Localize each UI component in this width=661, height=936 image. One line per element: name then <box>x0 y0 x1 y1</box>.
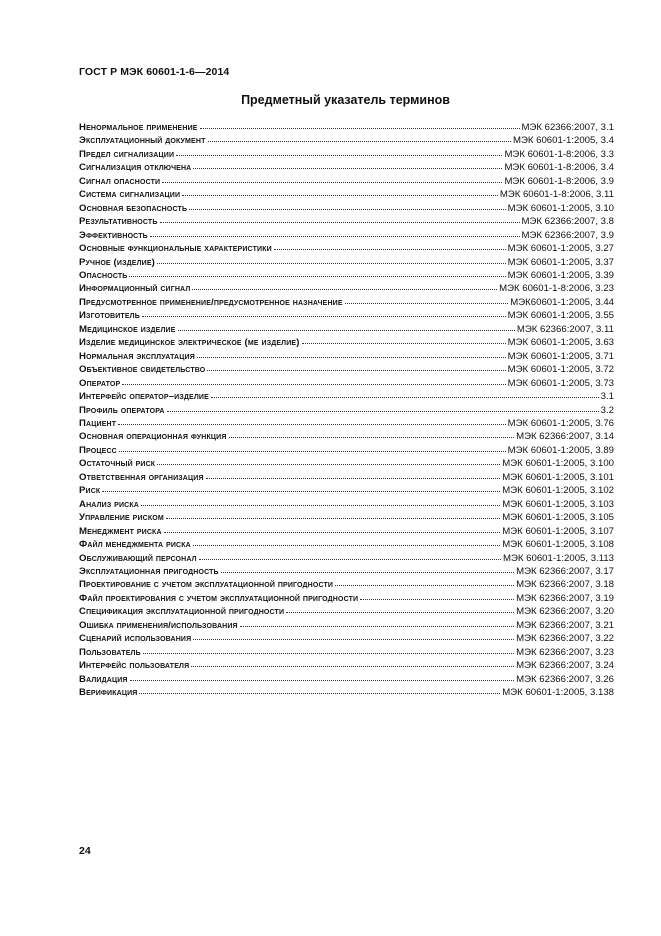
dot-leader <box>122 376 505 385</box>
index-entry <box>79 256 614 269</box>
dot-leader <box>178 322 515 331</box>
dot-leader <box>208 133 511 142</box>
dot-leader <box>193 631 514 640</box>
dot-leader <box>157 255 506 264</box>
term-index-list <box>79 121 614 699</box>
dot-leader <box>129 268 505 277</box>
index-reference: МЭК 60601-1:2005, 3.27 <box>507 243 614 255</box>
index-entry <box>79 363 614 376</box>
index-entry <box>79 390 614 403</box>
index-term: Сигнализация отключена <box>79 162 192 174</box>
dot-leader <box>192 281 497 290</box>
dot-leader <box>160 214 520 223</box>
dot-leader <box>345 295 509 304</box>
dot-leader <box>229 429 515 438</box>
index-reference: МЭК 60601-1:2005, 3.89 <box>507 444 614 456</box>
index-term: Эксплуатационный документ <box>79 135 206 147</box>
index-reference: МЭК 62366:2007, 3.11 <box>516 323 614 335</box>
index-reference: МЭК 62366:2007, 3.18 <box>516 579 614 591</box>
index-entry <box>79 578 614 591</box>
index-entry <box>79 404 614 417</box>
index-entry <box>79 282 614 295</box>
index-reference: МЭК 60601-1:2005, 3.107 <box>502 525 614 537</box>
dot-leader <box>139 685 500 694</box>
index-reference: МЭК 60601-1:2005, 3.101 <box>502 471 614 483</box>
index-reference: МЭК 62366:2007, 3.1 <box>521 122 614 133</box>
index-reference: МЭК 60601-1:2005, 3.4 <box>512 135 614 147</box>
index-reference: МЭК 62366:2007, 3.20 <box>516 606 614 618</box>
dot-leader <box>200 120 520 129</box>
index-term: Ответственная организация <box>79 471 204 483</box>
index-reference: МЭК 60601-1:2005, 3.102 <box>502 485 614 497</box>
index-reference: МЭК 60601-1:2005, 3.138 <box>502 687 614 699</box>
index-entry <box>79 296 614 309</box>
index-entry <box>79 484 614 497</box>
index-term: Опасность <box>79 269 128 281</box>
dot-leader <box>302 335 506 344</box>
dot-leader <box>102 483 500 492</box>
index-term: Изделие медицинское электрическое (ме изделие) <box>79 337 300 349</box>
index-reference: МЭК 60601-1-8:2006, 3.4 <box>504 162 614 174</box>
index-reference: МЭК60601-1:2005, 3.44 <box>510 296 614 308</box>
dot-leader <box>199 551 501 560</box>
index-entry <box>79 323 614 336</box>
index-entry <box>79 121 614 134</box>
index-reference: МЭК 60601-1:2005, 3.105 <box>502 512 614 524</box>
index-term: Система сигнализации <box>79 189 181 201</box>
index-term: Остаточный риск <box>79 458 156 470</box>
index-term: Анализ риска <box>79 498 140 510</box>
dot-leader <box>274 241 506 250</box>
index-reference: МЭК 62366:2007, 3.8 <box>521 216 614 228</box>
index-entry <box>79 202 614 215</box>
index-term: Основная операционная функция <box>79 431 227 443</box>
index-term: Процесс <box>79 444 117 456</box>
index-term: Медицинское изделие <box>79 323 176 335</box>
index-term: Верификация <box>79 687 138 699</box>
page-number: 24 <box>79 845 91 857</box>
dot-leader <box>118 416 505 425</box>
index-entry <box>79 417 614 430</box>
document-header: ГОСТ Р МЭК 60601-1-6—2014 <box>79 66 230 78</box>
index-term: Основная безопасность <box>79 202 188 214</box>
dot-leader <box>142 308 506 317</box>
index-term: Предел сигнализации <box>79 148 175 160</box>
index-term: Файл проектирования с учетом эксплуатационной пригодности <box>79 592 359 604</box>
dot-leader <box>197 349 506 358</box>
index-term: Интерфейс пользователя <box>79 660 190 672</box>
index-entry <box>79 161 614 174</box>
dot-leader <box>150 228 520 237</box>
index-reference: МЭК 60601-1:2005, 3.10 <box>507 202 614 214</box>
index-term: Эффективность <box>79 229 148 241</box>
index-entry <box>79 188 614 201</box>
index-entry <box>79 175 614 188</box>
index-term: Ошибка применения/использования <box>79 619 238 631</box>
index-reference: 3.2 <box>600 404 614 416</box>
index-reference: МЭК 60601-1:2005, 3.39 <box>507 269 614 281</box>
index-reference: МЭК 60601-1-8:2006, 3.9 <box>504 175 614 187</box>
index-reference: МЭК 60601-1-8:2006, 3.11 <box>499 189 614 201</box>
index-term: Ручное (изделие) <box>79 256 155 268</box>
index-entry <box>79 350 614 363</box>
index-term: Изготовитель <box>79 310 140 322</box>
index-term: Валидация <box>79 673 128 685</box>
dot-leader <box>157 456 500 465</box>
index-entry <box>79 632 614 645</box>
index-entry <box>79 377 614 390</box>
index-entry <box>79 148 614 161</box>
index-entry <box>79 430 614 443</box>
index-entry <box>79 686 614 699</box>
index-entry <box>79 471 614 484</box>
dot-leader <box>167 403 599 412</box>
index-entry <box>79 215 614 228</box>
dot-leader <box>166 510 500 519</box>
index-term: Оператор <box>79 377 121 389</box>
index-reference: МЭК 62366:2007, 3.23 <box>516 646 614 658</box>
index-reference: МЭК 60601-1:2005, 3.71 <box>507 350 614 362</box>
index-term: Обслуживающий персонал <box>79 552 197 564</box>
index-reference: МЭК 62366:2007, 3.19 <box>516 592 614 604</box>
index-entry <box>79 229 614 242</box>
index-term: Управление риском <box>79 512 164 524</box>
index-entry <box>79 646 614 659</box>
index-term: Интерфейс оператор–изделие <box>79 391 209 403</box>
index-term: Файл менеджмента риска <box>79 539 191 551</box>
index-entry <box>79 619 614 632</box>
index-reference: МЭК 60601-1:2005, 3.113 <box>503 552 614 564</box>
dot-leader <box>207 362 505 371</box>
index-reference: МЭК 60601-1:2005, 3.72 <box>507 364 614 376</box>
index-term: Нормальная эксплуатация <box>79 350 195 362</box>
index-reference: МЭК 62366:2007, 3.24 <box>516 660 614 672</box>
dot-leader <box>119 443 506 452</box>
index-reference: МЭК 60601-1:2005, 3.108 <box>502 539 614 551</box>
index-reference: МЭК 60601-1-8:2006, 3.3 <box>504 148 614 160</box>
index-reference: МЭК 60601-1:2005, 3.73 <box>507 377 614 389</box>
index-entry <box>79 565 614 578</box>
index-entry <box>79 592 614 605</box>
index-reference: МЭК 62366:2007, 3.17 <box>516 565 614 577</box>
dot-leader <box>130 672 515 681</box>
index-reference: МЭК 60601-1:2005, 3.63 <box>507 337 614 349</box>
dot-leader <box>221 564 514 573</box>
index-reference: МЭК 62366:2007, 3.21 <box>516 619 614 631</box>
index-term: Риск <box>79 485 101 497</box>
index-entry <box>79 673 614 686</box>
index-term: Проектирование с учетом эксплуатационной пригодности <box>79 579 334 591</box>
index-term: Основные функциональные характеристики <box>79 243 272 255</box>
index-entry <box>79 336 614 349</box>
index-entry <box>79 659 614 672</box>
index-entry <box>79 525 614 538</box>
index-term: Ненормальное применение <box>79 122 198 133</box>
dot-leader <box>286 604 514 613</box>
index-entry <box>79 457 614 470</box>
index-term: Предусмотренное применение/предусмотренное назначение <box>79 296 343 308</box>
index-entry <box>79 134 614 147</box>
index-term: Объективное свидетельство <box>79 364 206 376</box>
index-term: Менеджмент риска <box>79 525 162 537</box>
dot-leader <box>143 645 514 654</box>
index-entry <box>79 444 614 457</box>
dot-leader <box>206 470 501 479</box>
dot-leader <box>182 187 498 196</box>
index-entry <box>79 309 614 322</box>
index-term: Пользователь <box>79 646 141 658</box>
dot-leader <box>360 591 514 600</box>
index-entry <box>79 498 614 511</box>
index-reference: МЭК 62366:2007, 3.9 <box>521 229 614 241</box>
index-reference: 3.1 <box>600 391 614 403</box>
dot-leader <box>191 658 514 667</box>
index-entry <box>79 269 614 282</box>
index-reference: МЭК 62366:2007, 3.22 <box>516 633 614 645</box>
dot-leader <box>211 389 599 398</box>
index-term: Сценарий использования <box>79 633 192 645</box>
page-title: Предметный указатель терминов <box>241 93 450 107</box>
index-reference: МЭК 60601-1:2005, 3.103 <box>502 498 614 510</box>
index-reference: МЭК 60601-1:2005, 3.55 <box>507 310 614 322</box>
index-entry <box>79 552 614 565</box>
dot-leader <box>335 577 514 586</box>
dot-leader <box>141 497 500 506</box>
dot-leader <box>162 174 502 183</box>
index-reference: МЭК 60601-1:2005, 3.37 <box>507 256 614 268</box>
index-reference: МЭК 62366:2007, 3.14 <box>516 431 614 443</box>
index-term: Профиль оператора <box>79 404 165 416</box>
index-entry <box>79 511 614 524</box>
dot-leader <box>164 524 501 533</box>
index-term: Сигнал опасности <box>79 175 161 187</box>
index-reference: МЭК 60601-1:2005, 3.100 <box>502 458 614 470</box>
index-reference: МЭК 62366:2007, 3.26 <box>516 673 614 685</box>
index-term: Информационный сигнал <box>79 283 191 295</box>
index-reference: МЭК 60601-1:2005, 3.76 <box>507 417 614 429</box>
dot-leader <box>193 537 500 546</box>
index-entry <box>79 242 614 255</box>
index-term: Пациент <box>79 417 117 429</box>
dot-leader <box>189 201 506 210</box>
dot-leader <box>193 160 502 169</box>
index-reference: МЭК 60601-1-8:2006, 3.23 <box>499 283 614 295</box>
index-term: Результативность <box>79 216 158 228</box>
index-term: Эксплуатационная пригодность <box>79 565 219 577</box>
index-entry <box>79 605 614 618</box>
dot-leader <box>176 147 502 156</box>
dot-leader <box>240 618 514 627</box>
index-term: Спецификация эксплуатационной пригодности <box>79 606 285 618</box>
index-entry <box>79 538 614 551</box>
